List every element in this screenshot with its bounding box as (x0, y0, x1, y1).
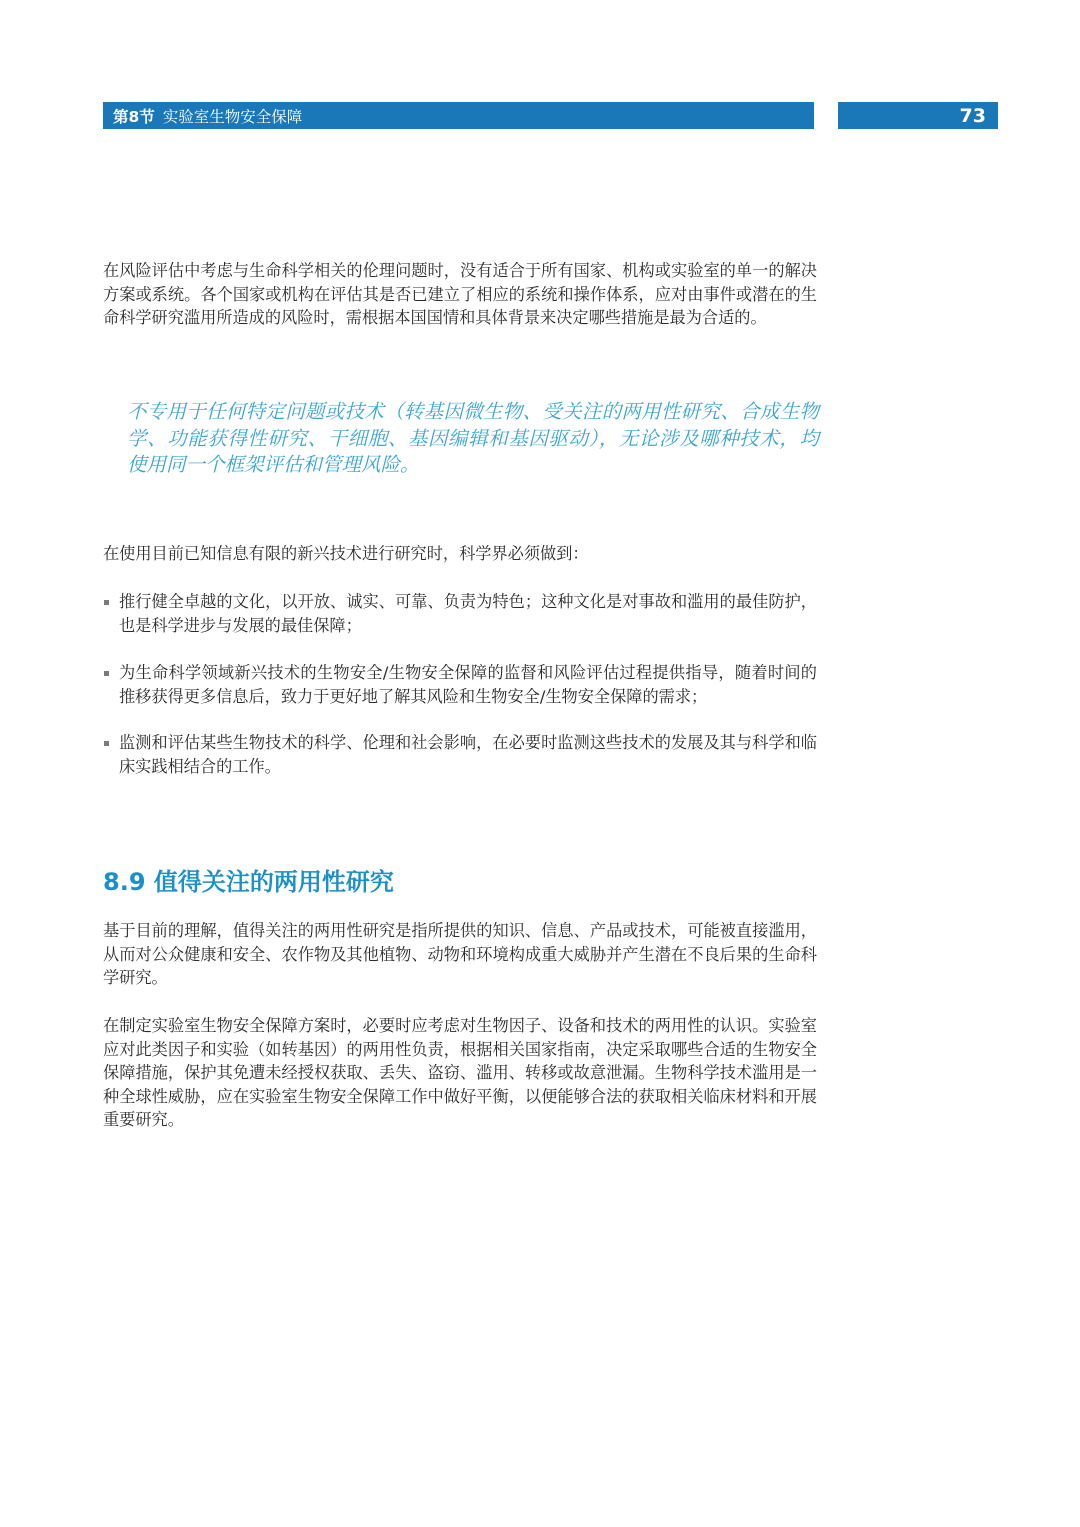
square-bullet-icon (104, 671, 109, 676)
intro-paragraph: 在风险评估中考虑与生命科学相关的伦理问题时，没有适合于所有国家、机构或实验室的单一的解决方案或系统。各个国家或机构在评估其是否已建立了相应的系统和操作体系，应对由事件或潜在的生命科学研究滥用所造成的风险时，需根据本国国情和具体背景来决定哪些措施是最为合适的。 (103, 261, 817, 328)
lead-block (103, 542, 817, 566)
list-item-text: 监测和评估某些生物技术的科学、伦理和社会影响，在必要时监测这些技术的发展及其与科学和临床实践相结合的工作。 (119, 733, 817, 776)
pull-quote: 不专用于任何特定问题或技术（转基因微生物、受关注的两用性研究、合成生物学、功能获得性研究、干细胞、基因编辑和基因驱动），无论涉及哪种技术，均使用同一个框架评估和管理风险。 (127, 400, 819, 476)
list-item-text: 推行健全卓越的文化，以开放、诚实、可靠、负责为特色；这种文化是对事故和滥用的最佳防护，也是科学进步与发展的最佳保障； (119, 592, 817, 635)
chapter-title: 实验室生物安全保障 (162, 107, 303, 126)
lead-paragraph: 在使用目前已知信息有限的新兴技术进行研究时，科学界必须做到： (103, 544, 589, 563)
list-item-text: 为生命科学领域新兴技术的生物安全/生物安全保障的监督和风险评估过程提供指导，随着时间的推移获得更多信息后，致力于更好地了解其风险和生物安全/生物安全保障的需求； (119, 663, 817, 706)
intro-block (103, 259, 817, 330)
square-bullet-icon (104, 600, 109, 605)
dual-use-paragraph-1: 基于目前的理解，值得关注的两用性研究是指所提供的知识、信息、产品或技术，可能被直接滥用，从而对公众健康和安全、农作物及其他植物、动物和环境构成重大威胁并产生潜在不良后果的生命科学研究。 (103, 921, 817, 988)
section-heading: 8.9 值得关注的两用性研究 (103, 868, 394, 896)
page-number: 73 (959, 104, 986, 127)
page-number-box (838, 102, 998, 129)
dual-use-block-1 (103, 919, 817, 990)
dual-use-block-2 (103, 1014, 817, 1132)
bullet-list-block (103, 590, 817, 779)
list-item (103, 661, 817, 708)
chapter-number: 第8节 (113, 107, 155, 126)
square-bullet-icon (104, 741, 109, 746)
bullet-list (103, 590, 817, 779)
dual-use-paragraph-2: 在制定实验室生物安全保障方案时，必要时应考虑对生物因子、设备和技术的两用性的认识。实验室应对此类因子和实验（如转基因）的两用性负责，根据相关国家指南，决定采取哪些合适的生物安全保障措施，保护其免遭未经授权获取、丢失、盗窃、滥用、转移或故意泄漏。生物科学技术滥用是一种全球性威胁，应在实验室生物安全保障工作中做好平衡，以便能够合法的获取相关临床材料和开展重要研究。 (103, 1016, 817, 1130)
list-item (103, 590, 817, 637)
chapter-header-bar (103, 102, 814, 129)
list-item (103, 731, 817, 778)
